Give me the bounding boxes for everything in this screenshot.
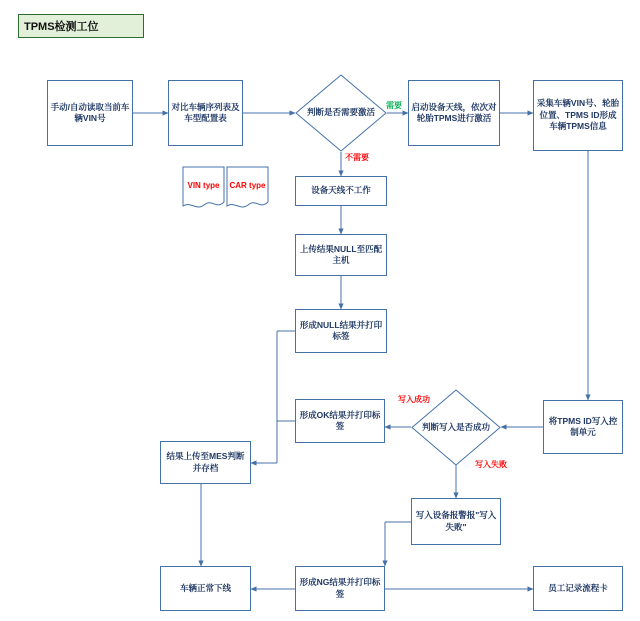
node-label: 对比车辆序列表及车型配置表 (171, 101, 240, 123)
node-label: 手动/自动读取当前车辆VIN号 (50, 101, 130, 123)
doc-label: VIN type (187, 180, 220, 190)
node-label: 判断写入是否成功 (421, 421, 490, 432)
node-null-result-label[interactable] (295, 309, 387, 353)
node-label: 启动设备天线，依次对轮胎TPMS进行激活 (411, 101, 497, 123)
doc-vin-type (182, 166, 225, 210)
node-label: 车辆正常下线 (179, 582, 231, 593)
node-label: 形成NULL结果并打印标签 (299, 319, 383, 341)
decision-need-activation[interactable] (295, 74, 387, 152)
node-label: 形成OK结果并打印标签 (299, 409, 381, 431)
node-ok-result-label[interactable] (295, 399, 385, 443)
node-antenna-not-working[interactable] (295, 176, 387, 206)
node-upload-null[interactable] (295, 234, 387, 276)
node-label: 设备天线不工作 (311, 185, 371, 196)
node-vehicle-offline[interactable] (160, 566, 251, 611)
doc-car-type (226, 166, 269, 210)
node-staff-record-card[interactable] (533, 566, 623, 611)
node-label: 将TPMS ID写入控制单元 (548, 415, 618, 437)
edge-label-write-fail: 写入失败 (475, 460, 507, 469)
node-label: 写入设备报警报"写入失败" (415, 510, 497, 532)
edge-label-not-need: 不需要 (345, 153, 369, 162)
node-read-vin[interactable] (47, 80, 133, 146)
node-label: 采集车辆VIN号、轮胎位置、TPMS ID形成车辆TPMS信息 (536, 98, 620, 132)
node-ng-result-label[interactable] (295, 566, 385, 611)
node-write-tpms-id[interactable] (543, 400, 623, 454)
node-label: 员工记录流程卡 (548, 582, 608, 593)
edge-label-need: 需要 (386, 101, 402, 110)
edge-label-write-success: 写入成功 (398, 395, 430, 404)
node-label: 判断是否需要激活 (306, 107, 375, 118)
node-label: 上传结果NULL至匹配主机 (299, 243, 383, 265)
node-label: 形成NG结果并打印标签 (299, 577, 381, 599)
node-label: 结果上传至MES判断并存档 (166, 451, 245, 473)
node-upload-mes[interactable] (160, 441, 251, 484)
node-write-alarm[interactable] (411, 498, 501, 545)
node-collect-tpms-info[interactable] (533, 80, 623, 151)
page-title: TPMS检测工位 (18, 14, 144, 38)
node-activate-antenna[interactable] (408, 80, 500, 146)
node-compare-tables[interactable] (168, 80, 243, 146)
doc-label: CAR type (229, 180, 266, 190)
